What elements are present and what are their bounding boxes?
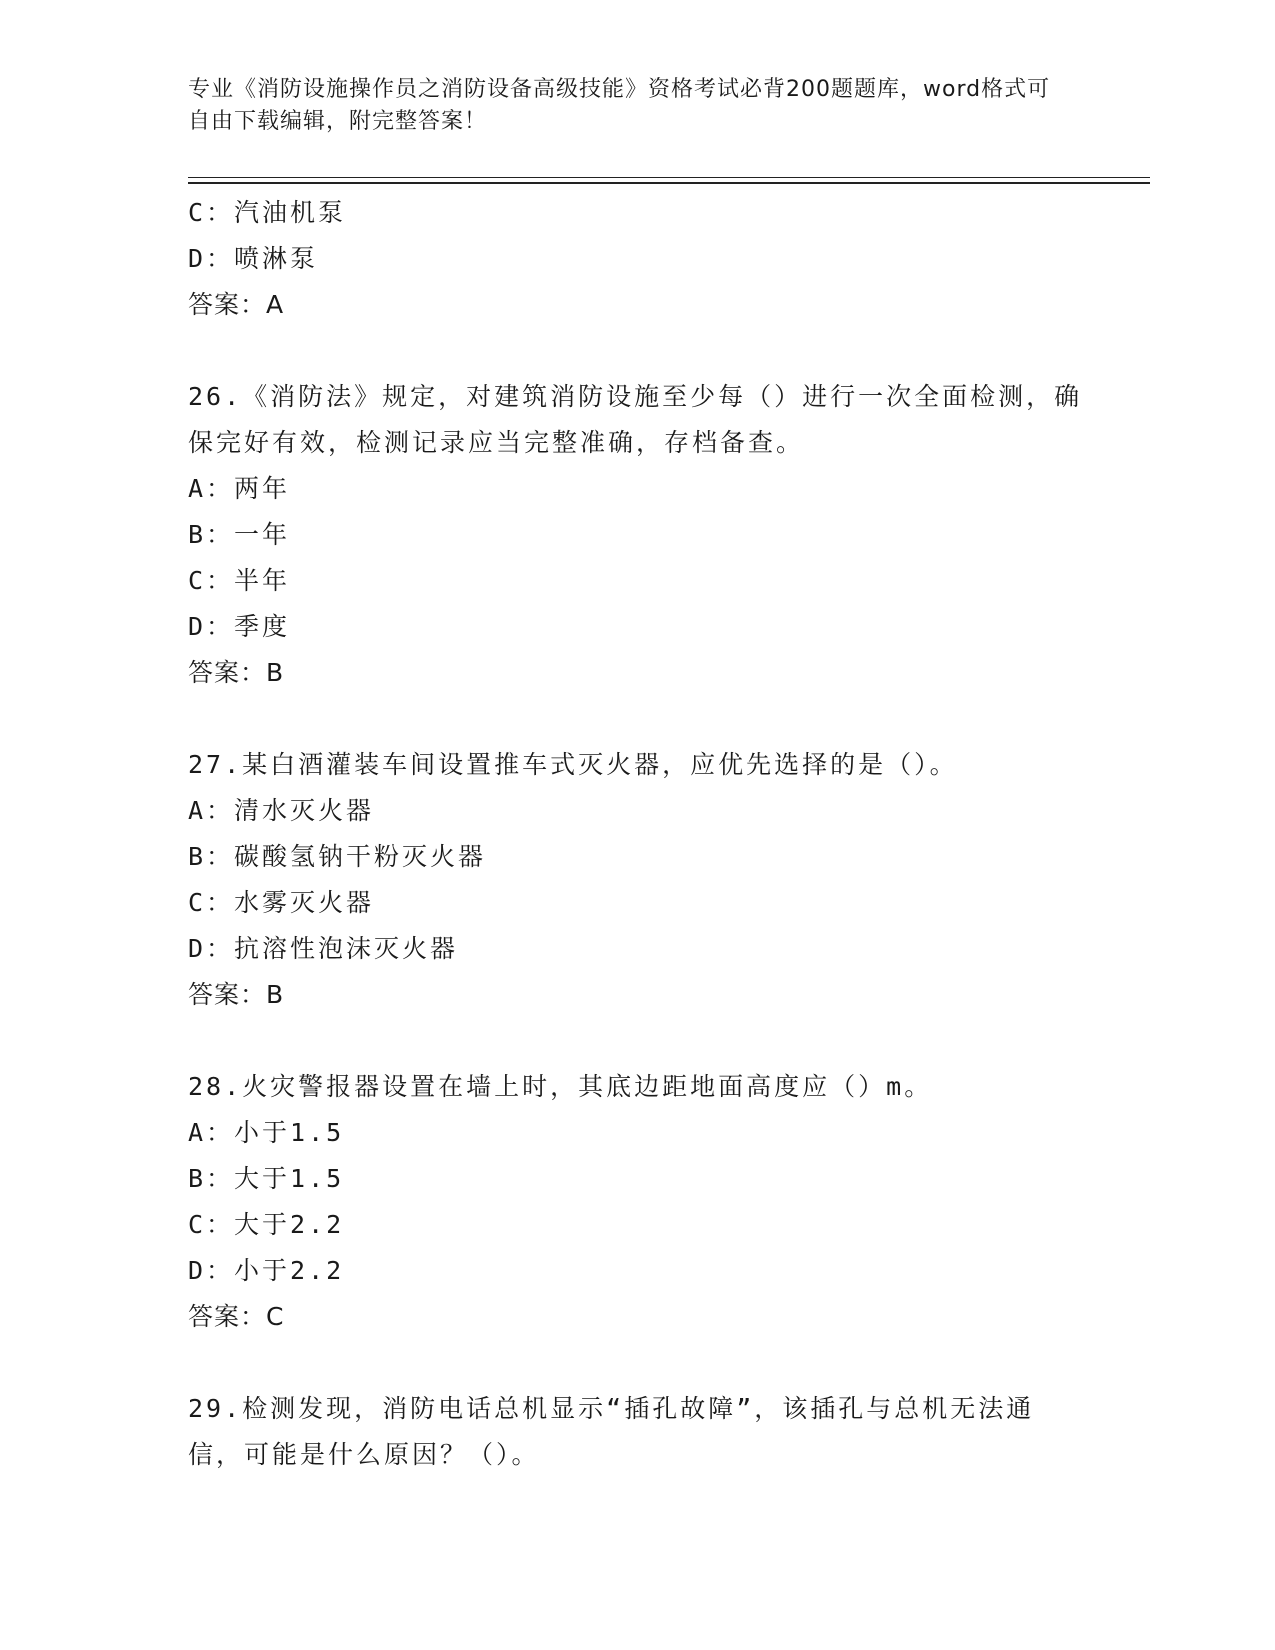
option-d: D：季度: [188, 612, 291, 641]
document-header: 专业《消防设施操作员之消防设备高级技能》资格考试必背200题题库，word格式可自由下载编辑，附完整答案！: [188, 77, 1051, 134]
question-stem: 26.《消防法》规定，对建筑消防设施至少每（）进行一次全面检测，确保完好有效，检测记录应当完整准确，存档备查。: [188, 382, 1083, 457]
question-stem: 27.某白酒灌装车间设置推车式灭火器，应优先选择的是（）。: [188, 750, 958, 779]
spacer: [188, 1018, 1088, 1064]
question-stem: 29.检测发现，消防电话总机显示“插孔故障”，该插孔与总机无法通信，可能是什么原因？（）。: [188, 1394, 1035, 1469]
option-d: D：喷淋泵: [188, 244, 319, 273]
question-29: [188, 1386, 1088, 1478]
option-a: A：清水灭火器: [188, 796, 375, 825]
option-b: B：一年: [188, 520, 291, 549]
question-28: [188, 1064, 1088, 1340]
header-rule-thick: [188, 182, 1150, 184]
option-c: C：大于2.2: [188, 1210, 345, 1239]
option-a: A：两年: [188, 474, 291, 503]
option-a: A：小于1.5: [188, 1118, 345, 1147]
spacer: [188, 696, 1088, 742]
option-c: C：水雾灭火器: [188, 888, 375, 917]
answer-line: 答案：C: [188, 1302, 285, 1331]
option-d: D：抗溶性泡沫灭火器: [188, 934, 459, 963]
answer-line: 答案：B: [188, 980, 285, 1009]
question-stem: 28.火灾警报器设置在墙上时，其底边距地面高度应（）m。: [188, 1072, 933, 1101]
question-25-continued: [188, 190, 1088, 328]
answer-line: 答案：A: [188, 290, 285, 319]
option-c: C：汽油机泵: [188, 198, 347, 227]
option-b: B：碳酸氢钠干粉灭火器: [188, 842, 487, 871]
question-26: [188, 374, 1088, 696]
answer-line: 答案：B: [188, 658, 285, 687]
option-b: B：大于1.5: [188, 1164, 345, 1193]
spacer: [188, 1340, 1088, 1386]
option-d: D：小于2.2: [188, 1256, 345, 1285]
question-27: [188, 742, 1088, 1018]
question-list: [188, 190, 1088, 1478]
option-c: C：半年: [188, 566, 291, 595]
spacer: [188, 328, 1088, 374]
header-rule-thin: [188, 177, 1150, 178]
